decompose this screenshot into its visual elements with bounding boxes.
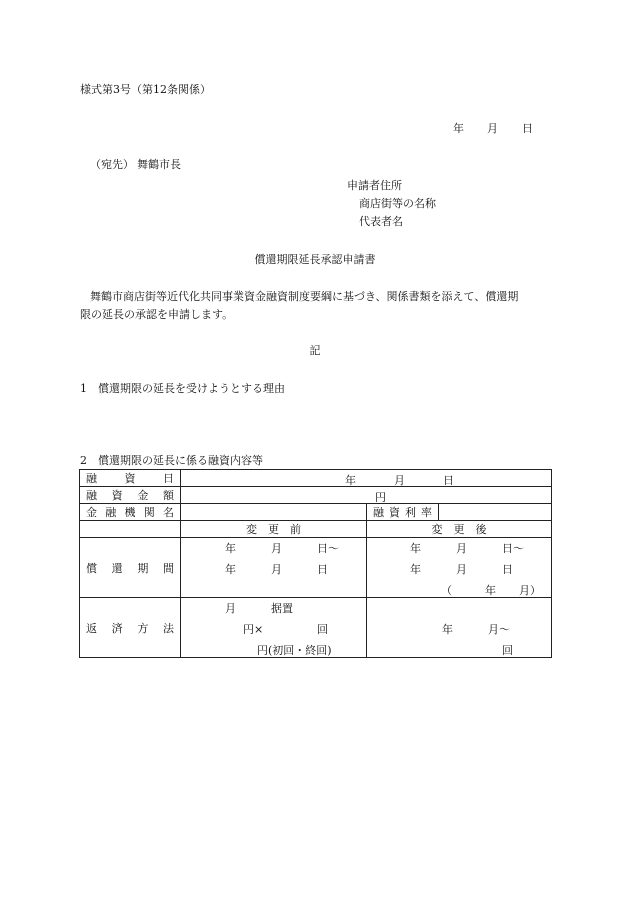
loan-date-value [181, 470, 552, 487]
term-after-to-day: 日 [502, 563, 513, 576]
after-change-header: 変 更 後 [367, 521, 552, 538]
applicant-shop-name: 商店街等の名称 [359, 197, 436, 210]
method-before-month: 月 [225, 602, 236, 615]
method-before-sueoki: 据置 [271, 602, 293, 615]
term-before-from-day: 日～ [317, 542, 339, 555]
form-number: 様式第3号（第12条関係） [80, 83, 211, 96]
loan-date-day: 日 [443, 473, 454, 487]
term-after [367, 538, 552, 598]
method-after-kai: 回 [502, 644, 513, 657]
method-label: 返済方法 [80, 598, 181, 658]
term-before [181, 538, 367, 598]
term-label: 償還期間 [80, 538, 181, 598]
date-month: 月 [487, 122, 498, 135]
term-after-paren-month: 月） [519, 584, 541, 597]
date-year: 年 [453, 122, 464, 135]
date-day: 日 [522, 122, 533, 135]
loan-amount-label: 融資金額 [80, 487, 181, 504]
body-text-line-2: 限の延長の承認を申請します。 [80, 308, 234, 321]
term-before-from-month: 月 [271, 542, 282, 555]
bank-label: 金融機関名 [80, 504, 181, 521]
section-1-heading: 1 償還期限の延長を受けようとする理由 [80, 382, 285, 395]
loan-date-label: 融資日 [80, 470, 181, 487]
method-after [367, 598, 552, 658]
table-row [80, 598, 552, 658]
loan-amount-value [181, 487, 552, 504]
term-before-to-year: 年 [225, 563, 236, 576]
before-change-header: 変 更 前 [181, 521, 367, 538]
term-after-to-year: 年 [410, 563, 421, 576]
ki-heading: 記 [309, 344, 321, 357]
body-text-line-1: 舞鶴市商店街等近代化共同事業資金融資制度要綱に基づき、関係書類を添えて、償還期 [90, 290, 519, 303]
method-before-kai: 回 [317, 623, 328, 636]
section-2-heading: 2 償還期限の延長に係る融資内容等 [80, 454, 263, 467]
term-after-to-month: 月 [456, 563, 467, 576]
term-after-paren-year: 年 [485, 584, 496, 597]
rate-value [439, 504, 552, 521]
term-after-from-month: 月 [456, 542, 467, 555]
header-empty [80, 521, 181, 538]
term-after-from-day: 日～ [502, 542, 524, 555]
loan-date-year: 年 [345, 473, 356, 487]
bank-value [181, 504, 367, 521]
term-after-from-year: 年 [410, 542, 421, 555]
rate-label: 融資利率 [367, 504, 439, 521]
applicant-representative: 代表者名 [359, 215, 403, 228]
method-after-month-from: 月～ [488, 623, 510, 636]
table-row [80, 487, 552, 504]
addressee-label: （宛先） [90, 158, 134, 171]
table-row [80, 470, 552, 487]
loan-details-table [79, 469, 552, 658]
addressee-name: 舞鶴市長 [137, 158, 181, 171]
term-before-from-year: 年 [225, 542, 236, 555]
term-before-to-month: 月 [271, 563, 282, 576]
method-before-yen-times: 円× [243, 623, 264, 636]
table-row [80, 538, 552, 598]
loan-amount-yen: 円 [375, 490, 386, 504]
applicant-address: 申請者住所 [347, 179, 402, 192]
term-before-to-day: 日 [317, 563, 328, 576]
table-row [80, 521, 552, 538]
loan-date-month: 月 [394, 473, 405, 487]
method-after-year: 年 [442, 623, 453, 636]
method-before-yen-first-last: 円(初回・終回) [257, 644, 332, 657]
method-before [181, 598, 367, 658]
document-title: 償還期限延長承認申請書 [254, 253, 376, 266]
table-row [80, 504, 552, 521]
term-after-paren-open: （ [441, 584, 452, 597]
